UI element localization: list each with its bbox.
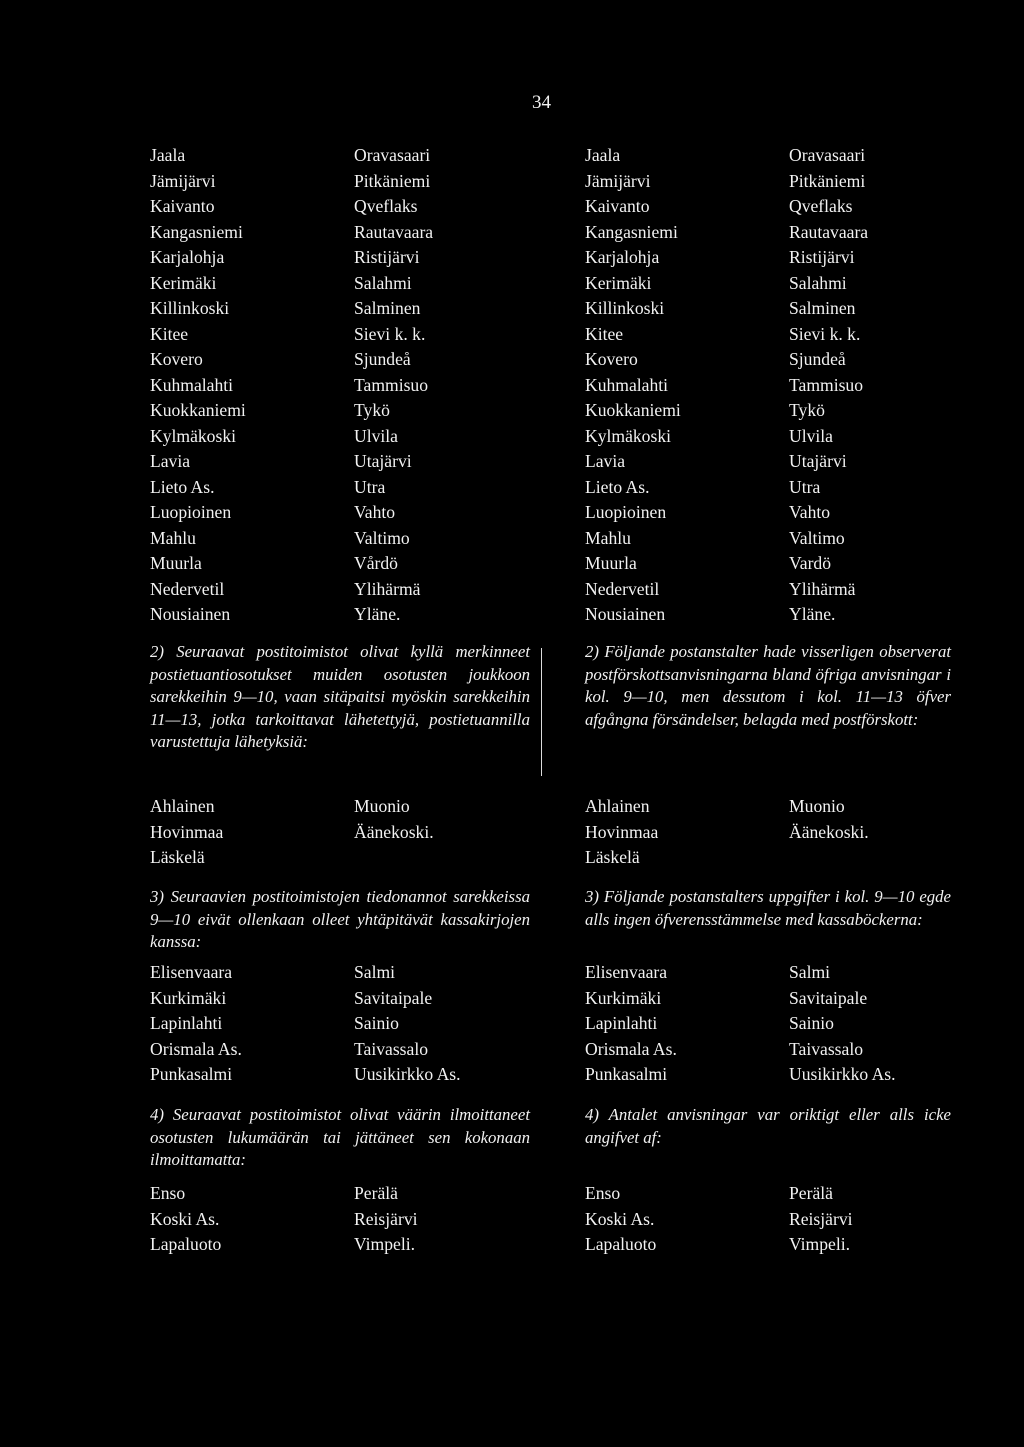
place-name: Qveflaks bbox=[789, 196, 853, 216]
place-name: Reisjärvi bbox=[789, 1208, 853, 1229]
place-name: Lavia bbox=[150, 451, 191, 471]
place-name: Utra bbox=[354, 476, 386, 497]
place-name: Taivassalo bbox=[354, 1038, 429, 1059]
place-name: Vimpeli. bbox=[354, 1234, 416, 1254]
place-name: Nousiainen bbox=[150, 604, 231, 624]
place-name: Lieto As. bbox=[150, 476, 215, 497]
sv-list-3 bbox=[585, 960, 896, 1088]
place-name: Pitkäniemi bbox=[354, 170, 431, 191]
place-name: Nousiainen bbox=[585, 604, 666, 624]
sv-top-list bbox=[585, 143, 868, 628]
place-name: Sainio bbox=[354, 1013, 399, 1033]
place-name: Lapaluoto bbox=[150, 1234, 222, 1254]
place-name: Kaivanto bbox=[585, 196, 650, 216]
place-name: Kerimäki bbox=[585, 272, 652, 293]
place-name: Muonio bbox=[789, 796, 845, 816]
place-name: Kuokkaniemi bbox=[585, 400, 681, 420]
place-name: Valtimo bbox=[354, 527, 410, 548]
place-name: Ulvila bbox=[354, 425, 398, 446]
place-name: Kurkimäki bbox=[585, 987, 662, 1008]
place-name: Elisenvaara bbox=[150, 962, 233, 982]
place-name: Äänekoski. bbox=[354, 821, 434, 842]
place-name: Ylihärmä bbox=[354, 578, 421, 599]
page-number: 34 bbox=[532, 92, 551, 113]
place-name: Killinkoski bbox=[585, 298, 665, 318]
place-name: Jaala bbox=[585, 145, 621, 165]
place-name: Kangasniemi bbox=[150, 221, 243, 242]
sv-note-2: 2) Följande postanstalter hade visserligen observerat postförskottsanvisningarna bland öfriga anvisningar i kol. 9—10, men dessutom i kol. 11—13 öfver afgångna försändelser, belagda med postförskott: bbox=[585, 642, 951, 729]
place-name: Orismala As. bbox=[150, 1038, 242, 1059]
place-name: Muonio bbox=[354, 796, 410, 816]
place-name: Ahlainen bbox=[150, 796, 215, 816]
place-name: Vårdö bbox=[354, 553, 398, 573]
place-name: Kovero bbox=[150, 349, 203, 369]
place-name: Vahto bbox=[354, 502, 396, 522]
sv-note-3: 3) Följande postanstalters uppgifter i kol. 9—10 egde alls ingen öfverensstämmelse med kassaböckerna: bbox=[585, 887, 951, 929]
place-name: Salmi bbox=[354, 962, 396, 982]
place-name: Utra bbox=[789, 476, 821, 497]
place-name: Enso bbox=[150, 1183, 186, 1203]
place-name: Luopioinen bbox=[150, 502, 232, 522]
place-name: Kuhmalahti bbox=[150, 374, 234, 395]
place-name: Karjalohja bbox=[585, 247, 660, 267]
place-name: Sjundeå bbox=[789, 349, 846, 369]
place-name: Mahlu bbox=[150, 527, 196, 548]
place-name: Oravasaari bbox=[789, 145, 866, 165]
column-divider bbox=[541, 648, 542, 776]
place-name: Lieto As. bbox=[585, 476, 650, 497]
place-name: Perälä bbox=[789, 1183, 833, 1203]
place-name: Utajärvi bbox=[354, 451, 412, 471]
place-name: Elisenvaara bbox=[585, 962, 668, 982]
place-name: Killinkoski bbox=[150, 298, 230, 318]
place-name: Salahmi bbox=[354, 272, 412, 293]
fi-note-3: 3) Seuraavien postitoimistojen tiedonannot sarekkeissa 9—10 eivät ollenkaan olleet yhtäpitävät kassakirjojen kanssa: bbox=[150, 887, 530, 951]
place-name: Punkasalmi bbox=[585, 1064, 668, 1084]
place-name: Yläne. bbox=[354, 604, 401, 624]
place-name: Taivassalo bbox=[789, 1038, 864, 1059]
place-name: Nedervetil bbox=[150, 578, 225, 599]
place-name: Kangasniemi bbox=[585, 221, 678, 242]
fi-note-2: 2) Seuraavat postitoimistot olivat kyllä merkinneet postietuantiosotukset muiden osotusten joukkoon sarekkeihin 9—10, vaan sitäpaitsi myöskin sarekkeihin 11—13, jotka tarkoittavat lähetettyjä, postietuannilla varustettuja lähetyksiä: bbox=[150, 642, 530, 751]
place-name: Rautavaara bbox=[354, 221, 434, 242]
place-name: Kylmäkoski bbox=[585, 425, 672, 446]
place-name bbox=[354, 845, 434, 871]
place-name: Salahmi bbox=[789, 272, 847, 293]
place-name: Äänekoski. bbox=[789, 821, 869, 842]
place-name: Muurla bbox=[150, 553, 202, 573]
place-name: Ristijärvi bbox=[354, 247, 420, 267]
place-name: Tykö bbox=[354, 400, 390, 420]
place-name: Lapinlahti bbox=[585, 1013, 658, 1033]
sv-list-2 bbox=[585, 794, 869, 871]
place-name: Tykö bbox=[789, 400, 825, 420]
place-name: Lapinlahti bbox=[150, 1013, 223, 1033]
sv-note-4: 4) Antalet anvisningar var oriktigt eller alls icke angifvet af: bbox=[585, 1105, 951, 1147]
place-name: Koski As. bbox=[150, 1208, 220, 1229]
place-name: Vahto bbox=[789, 502, 831, 522]
place-name: Sjundeå bbox=[354, 349, 411, 369]
place-name: Valtimo bbox=[789, 527, 845, 548]
fi-list-4 bbox=[150, 1181, 418, 1258]
place-name: Savitaipale bbox=[789, 987, 868, 1008]
sv-list-4 bbox=[585, 1181, 853, 1258]
place-name: Salminen bbox=[354, 298, 421, 318]
place-name: Ahlainen bbox=[585, 796, 650, 816]
place-name: Karjalohja bbox=[150, 247, 225, 267]
place-name: Nedervetil bbox=[585, 578, 660, 599]
place-name: Lavia bbox=[585, 451, 626, 471]
place-name: Kylmäkoski bbox=[150, 425, 237, 446]
place-name: Orismala As. bbox=[585, 1038, 677, 1059]
place-name: Kuokkaniemi bbox=[150, 400, 246, 420]
place-name: Qveflaks bbox=[354, 196, 418, 216]
place-name: Yläne. bbox=[789, 604, 836, 624]
place-name: Luopioinen bbox=[585, 502, 667, 522]
place-name: Kitee bbox=[585, 323, 624, 344]
place-name: Lapaluoto bbox=[585, 1234, 657, 1254]
place-name: Tammisuo bbox=[354, 374, 429, 395]
place-name: Jämijärvi bbox=[150, 170, 216, 191]
place-name: Salmi bbox=[789, 962, 831, 982]
place-name: Tammisuo bbox=[789, 374, 864, 395]
fi-top-list bbox=[150, 143, 433, 628]
fi-note-4: 4) Seuraavat postitoimistot olivat väärin ilmoittaneet osotusten lukumäärän tai jättäneet sen kokonaan ilmoittamatta: bbox=[150, 1105, 530, 1169]
place-name: Reisjärvi bbox=[354, 1208, 418, 1229]
place-name: Mahlu bbox=[585, 527, 631, 548]
place-name: Vardö bbox=[789, 553, 832, 573]
place-name: Muurla bbox=[585, 553, 637, 573]
place-name: Kurkimäki bbox=[150, 987, 227, 1008]
place-name: Jaala bbox=[150, 145, 186, 165]
place-name: Läskelä bbox=[150, 847, 205, 867]
place-name: Uusikirkko As. bbox=[789, 1064, 896, 1084]
place-name: Rautavaara bbox=[789, 221, 869, 242]
place-name: Läskelä bbox=[585, 847, 640, 867]
place-name: Uusikirkko As. bbox=[354, 1064, 461, 1084]
place-name: Kerimäki bbox=[150, 272, 217, 293]
fi-list-2 bbox=[150, 794, 434, 871]
place-name: Utajärvi bbox=[789, 451, 847, 471]
place-name: Ulvila bbox=[789, 425, 833, 446]
place-name: Vimpeli. bbox=[789, 1234, 851, 1254]
place-name: Ylihärmä bbox=[789, 578, 856, 599]
place-name: Hovinmaa bbox=[585, 821, 659, 842]
place-name: Oravasaari bbox=[354, 145, 431, 165]
place-name: Kovero bbox=[585, 349, 638, 369]
place-name: Pitkäniemi bbox=[789, 170, 866, 191]
place-name: Sievi k. k. bbox=[354, 323, 426, 344]
place-name: Sievi k. k. bbox=[789, 323, 861, 344]
place-name: Kaivanto bbox=[150, 196, 215, 216]
place-name: Perälä bbox=[354, 1183, 398, 1203]
place-name: Ristijärvi bbox=[789, 247, 855, 267]
place-name: Kitee bbox=[150, 323, 189, 344]
place-name: Jämijärvi bbox=[585, 170, 651, 191]
fi-list-3 bbox=[150, 960, 461, 1088]
place-name: Hovinmaa bbox=[150, 821, 224, 842]
place-name: Koski As. bbox=[585, 1208, 655, 1229]
place-name: Punkasalmi bbox=[150, 1064, 233, 1084]
place-name bbox=[789, 845, 869, 871]
place-name: Sainio bbox=[789, 1013, 834, 1033]
place-name: Savitaipale bbox=[354, 987, 433, 1008]
place-name: Enso bbox=[585, 1183, 621, 1203]
place-name: Kuhmalahti bbox=[585, 374, 669, 395]
place-name: Salminen bbox=[789, 298, 856, 318]
